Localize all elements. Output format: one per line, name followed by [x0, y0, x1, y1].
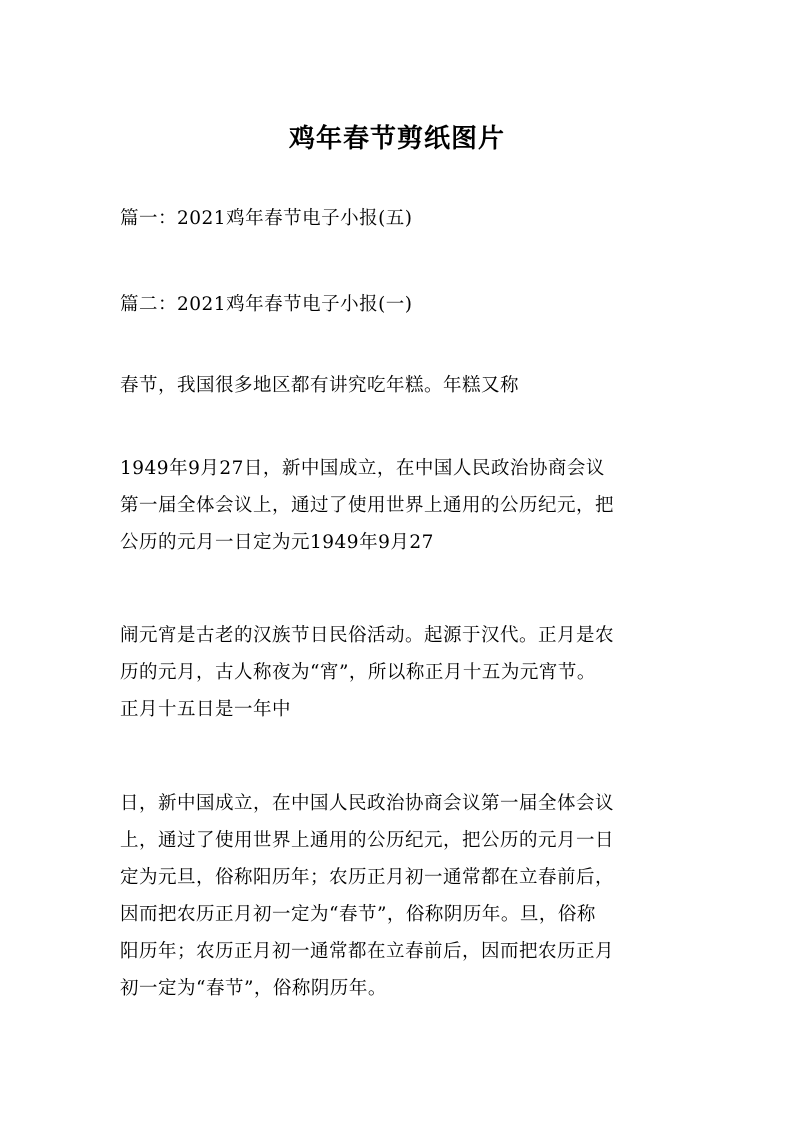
paragraph-line: 阳历年；农历正月初一通常都在立春前后，因而把农历正月	[120, 941, 615, 962]
paragraph-line: 1949年9月27日，新中国成立，在中国人民政治协商会议	[120, 458, 605, 479]
paragraph-line: 正月十五日是一年中	[120, 699, 292, 720]
paragraph-line: 第一届全体会议上，通过了使用世界上通用的公历纪元，把	[120, 495, 615, 516]
paragraph-1949	[120, 450, 680, 561]
document-title: 鸡年春节剪纸图片	[288, 124, 505, 155]
paragraph-line: 篇一：2021鸡年春节电子小报(五)	[120, 208, 413, 229]
paragraph-line: 初一定为“春节”，俗称阴历年。	[120, 978, 387, 999]
paragraph-line: 公历的元月一日定为元1949年9月27	[120, 532, 434, 553]
paragraph-section-2	[120, 286, 680, 323]
paragraph-line: 定为元旦，俗称阳历年；农历正月初一通常都在立春前后，	[120, 867, 615, 888]
paragraph-line: 历的元月，古人称夜为“宵”，所以称正月十五为元宵节。	[120, 662, 596, 683]
paragraph-line: 日，新中国成立，在中国人民政治协商会议第一届全体会议	[120, 793, 615, 814]
paragraph-spring-festival	[120, 785, 680, 1007]
paragraph-line: 因而把农历正月初一定为“春节”，俗称阴历年。旦，俗称	[120, 904, 596, 925]
paragraph-line: 闹元宵是古老的汉族节日民俗活动。起源于汉代。正月是农	[120, 625, 615, 646]
paragraph-line: 篇二：2021鸡年春节电子小报(一)	[120, 294, 413, 315]
paragraph-line: 上，通过了使用世界上通用的公历纪元，把公历的元月一日	[120, 830, 615, 851]
paragraph-section-1	[120, 200, 680, 237]
paragraph-line: 春节，我国很多地区都有讲究吃年糕。年糕又称	[120, 375, 520, 396]
paragraph-lantern-festival	[120, 617, 680, 728]
paragraph-nian-gao	[120, 367, 680, 404]
